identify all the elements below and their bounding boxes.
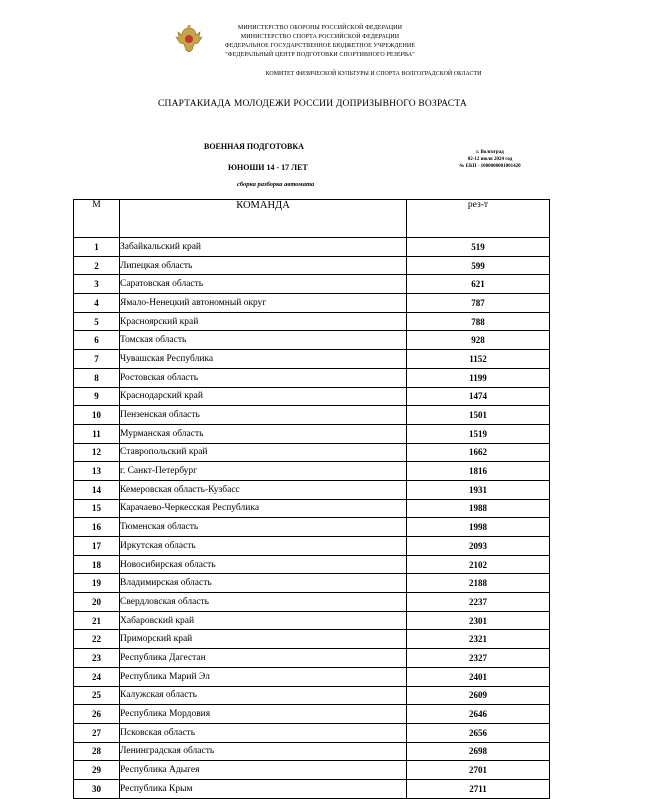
result-cell: 599	[407, 256, 550, 275]
ministry-line: "ФЕДЕРАЛЬНЫЙ ЦЕНТР ПОДГОТОВКИ СПОРТИВНОГО РЕЗЕРВА"	[225, 52, 415, 58]
place-cell: 20	[74, 593, 120, 612]
result-cell: 2093	[407, 537, 550, 556]
result-cell: 1816	[407, 462, 550, 481]
table-row	[74, 574, 550, 593]
place-cell: 28	[74, 742, 120, 761]
place-cell: 1	[74, 238, 120, 257]
results-table	[73, 199, 550, 799]
team-cell: Краснодарский край	[120, 387, 407, 406]
ministry-line: МИНИСТЕРСТВО СПОРТА РОССИЙСКОЙ ФЕДЕРАЦИИ	[240, 34, 400, 40]
committee-line: КОМИТЕТ ФИЗИЧЕСКОЙ КУЛЬТУРЫ И СПОРТА ВОЛГОГРАДСКОЙ ОБЛАСТИ	[265, 71, 482, 77]
result-cell: 2701	[407, 761, 550, 780]
team-cell: Ставропольский край	[120, 443, 407, 462]
ministry-header	[200, 24, 440, 60]
table-row	[74, 611, 550, 630]
place-cell: 3	[74, 275, 120, 294]
place-cell: 29	[74, 761, 120, 780]
result-cell: 1152	[407, 350, 550, 369]
team-cell: Псковская область	[120, 723, 407, 742]
team-cell: Республика Мордовия	[120, 705, 407, 724]
ministry-line: ФЕДЕРАЛЬНОЕ ГОСУДАРСТВЕННОЕ БЮДЖЕТНОЕ УЧРЕЖДЕНИЕ	[224, 43, 416, 49]
event-city: г. Волгоград	[476, 150, 504, 155]
place-cell: 23	[74, 649, 120, 668]
result-cell: 1501	[407, 406, 550, 425]
team-cell: Республика Адыгея	[120, 761, 407, 780]
result-cell: 519	[407, 238, 550, 257]
document-title: СПАРТАКИАДА МОЛОДЕЖИ РОССИИ ДОПРИЗЫВНОГО ВОЗРАСТА	[158, 99, 467, 109]
place-cell: 12	[74, 443, 120, 462]
result-cell: 1474	[407, 387, 550, 406]
result-cell: 2711	[407, 779, 550, 798]
result-cell: 2609	[407, 686, 550, 705]
table-row	[74, 649, 550, 668]
place-cell: 27	[74, 723, 120, 742]
age-group: ЮНОШИ 14 - 17 ЛЕТ	[228, 163, 308, 172]
table-row	[74, 443, 550, 462]
table-row	[74, 723, 550, 742]
place-cell: 22	[74, 630, 120, 649]
team-cell: Приморский край	[120, 630, 407, 649]
header-place: М	[74, 200, 120, 238]
result-cell: 787	[407, 294, 550, 313]
team-cell: Ленинградская область	[120, 742, 407, 761]
place-cell: 8	[74, 368, 120, 387]
team-cell: Иркутская область	[120, 537, 407, 556]
result-cell: 788	[407, 312, 550, 331]
table-row	[74, 518, 550, 537]
result-cell: 2656	[407, 723, 550, 742]
place-cell: 5	[74, 312, 120, 331]
table-row	[74, 761, 550, 780]
team-cell: Забайкальский край	[120, 238, 407, 257]
event-ekp: № ЕКП - 1000000001001420	[459, 164, 521, 169]
team-cell: Карачаево-Черкесская Республика	[120, 499, 407, 518]
team-cell: Хабаровский край	[120, 611, 407, 630]
team-cell: Калужская область	[120, 686, 407, 705]
exercise-name: сборка разборка автомата	[237, 181, 315, 188]
place-cell: 4	[74, 294, 120, 313]
table-row	[74, 537, 550, 556]
header-team: КОМАНДА	[120, 200, 407, 238]
team-cell: Красноярский край	[120, 312, 407, 331]
team-cell: Саратовская область	[120, 275, 407, 294]
place-cell: 17	[74, 537, 120, 556]
place-cell: 13	[74, 462, 120, 481]
table-row	[74, 480, 550, 499]
table-header-row	[74, 200, 550, 238]
place-cell: 30	[74, 779, 120, 798]
table-row	[74, 555, 550, 574]
team-cell: Республика Дагестан	[120, 649, 407, 668]
result-cell: 621	[407, 275, 550, 294]
team-cell: Ростовская область	[120, 368, 407, 387]
discipline-title: ВОЕННАЯ ПОДГОТОВКА	[204, 142, 304, 151]
ministry-line: МИНИСТЕРСТВО ОБОРОНЫ РОССИЙСКОЙ ФЕДЕРАЦИИ	[237, 25, 403, 31]
team-cell: Тюменская область	[120, 518, 407, 537]
place-cell: 6	[74, 331, 120, 350]
place-cell: 19	[74, 574, 120, 593]
place-cell: 7	[74, 350, 120, 369]
table-row	[74, 238, 550, 257]
place-cell: 25	[74, 686, 120, 705]
table-row	[74, 593, 550, 612]
place-cell: 11	[74, 424, 120, 443]
place-cell: 26	[74, 705, 120, 724]
result-cell: 2188	[407, 574, 550, 593]
team-cell: Пензенская область	[120, 406, 407, 425]
table-row	[74, 256, 550, 275]
result-cell: 1662	[407, 443, 550, 462]
team-cell: Мурманская область	[120, 424, 407, 443]
team-cell: Свердловская область	[120, 593, 407, 612]
table-row	[74, 424, 550, 443]
place-cell: 10	[74, 406, 120, 425]
table-row	[74, 312, 550, 331]
place-cell: 9	[74, 387, 120, 406]
place-cell: 16	[74, 518, 120, 537]
result-cell: 928	[407, 331, 550, 350]
result-cell: 2401	[407, 667, 550, 686]
team-cell: Новосибирская область	[120, 555, 407, 574]
result-cell: 2301	[407, 611, 550, 630]
table-row	[74, 406, 550, 425]
table-row	[74, 387, 550, 406]
event-dates: 02-12 июля 2024 год	[467, 157, 513, 162]
result-cell: 2698	[407, 742, 550, 761]
event-place-block	[435, 149, 545, 170]
table-row	[74, 368, 550, 387]
table-row	[74, 742, 550, 761]
table-row	[74, 331, 550, 350]
result-cell: 2102	[407, 555, 550, 574]
team-cell: Республика Марий Эл	[120, 667, 407, 686]
result-cell: 1199	[407, 368, 550, 387]
place-cell: 2	[74, 256, 120, 275]
place-cell: 14	[74, 480, 120, 499]
place-cell: 15	[74, 499, 120, 518]
result-cell: 1988	[407, 499, 550, 518]
place-cell: 21	[74, 611, 120, 630]
table-row	[74, 294, 550, 313]
table-row	[74, 779, 550, 798]
result-cell: 2321	[407, 630, 550, 649]
team-cell: Липецкая область	[120, 256, 407, 275]
team-cell: Владимирская область	[120, 574, 407, 593]
table-row	[74, 350, 550, 369]
header-result: рез-т	[407, 200, 550, 238]
team-cell: Ямало-Ненецкий автономный округ	[120, 294, 407, 313]
table-row	[74, 499, 550, 518]
team-cell: Томская область	[120, 331, 407, 350]
result-cell: 2327	[407, 649, 550, 668]
team-cell: Чувашская Республика	[120, 350, 407, 369]
table-row	[74, 686, 550, 705]
table-row	[74, 705, 550, 724]
table-row	[74, 630, 550, 649]
place-cell: 24	[74, 667, 120, 686]
team-cell: г. Санкт-Петербург	[120, 462, 407, 481]
result-cell: 2646	[407, 705, 550, 724]
result-cell: 1931	[407, 480, 550, 499]
table-row	[74, 275, 550, 294]
result-cell: 2237	[407, 593, 550, 612]
result-cell: 1519	[407, 424, 550, 443]
place-cell: 18	[74, 555, 120, 574]
table-row	[74, 462, 550, 481]
result-cell: 1998	[407, 518, 550, 537]
team-cell: Республика Крым	[120, 779, 407, 798]
team-cell: Кемеровская область-Кузбасс	[120, 480, 407, 499]
table-row	[74, 667, 550, 686]
